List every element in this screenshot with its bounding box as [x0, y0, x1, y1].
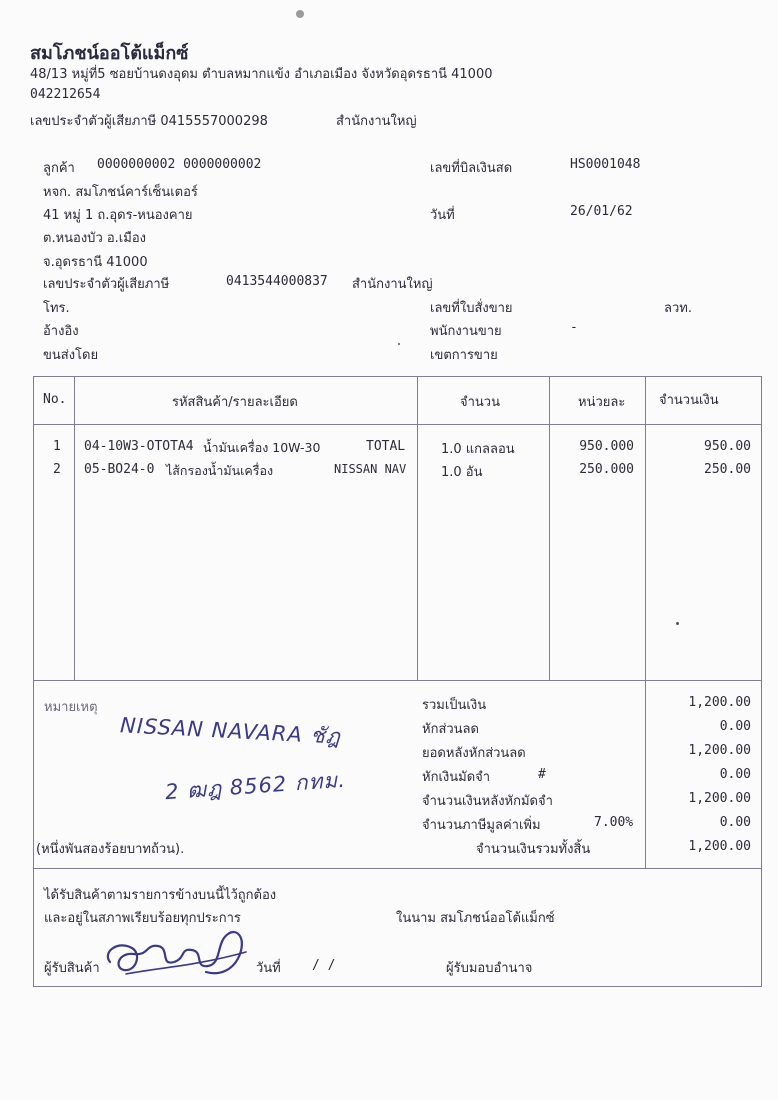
customer-tax-label: เลขประจำตัวผู้เสียภาษี [43, 277, 170, 292]
row-unit-price: 250.000 [579, 462, 634, 477]
footer-bottom-rule [33, 986, 762, 987]
authorized-label: ผู้รับมอบอำนาจ [446, 961, 533, 976]
customer-address-2: ต.หนองบัว อ.เมือง [43, 231, 146, 246]
company-name: สมโภชน์ออโต้แม็กซ์ [30, 43, 189, 64]
table-left-border [33, 376, 34, 986]
customer-tax-id: 0413544000837 [226, 274, 328, 289]
customer-address-1: 41 หมู่ 1 ถ.อุดร-หนองคาย [43, 208, 193, 223]
deposit-label: หักเงินมัดจำ [422, 770, 491, 785]
discount-label: หักส่วนลด [422, 722, 479, 737]
vat-value: 0.00 [719, 815, 751, 830]
row-description: ไส้กรองน้ำมันเครื่อง [166, 463, 274, 478]
totals-bottom-rule [33, 868, 762, 869]
bill-no-label: เลขที่บิลเงินสด [430, 161, 513, 176]
handwritten-plate: 2 ฒฎ 8562 กทม. [164, 767, 347, 805]
col-divider-price [645, 376, 646, 868]
vat-rate: 7.00% [594, 815, 634, 830]
after-deposit-label: จำนวนเงินหลังหักมัดจำ [422, 794, 553, 809]
receiver-date-label: วันที่ [256, 961, 281, 976]
customer-name: หจก. สมโภชน์คาร์เซ็นเตอร์ [43, 185, 198, 200]
company-address: 48/13 หมู่ที่5 ซอยบ้านดงอุดม ตำบลหมากแข้ง อำเภอเมือง จังหวัดอุดรธานี 41000 [30, 67, 493, 82]
table-body-bottom-rule [33, 680, 762, 681]
customer-branch: สำนักงานใหญ่ [352, 277, 433, 292]
received-statement-1: ได้รับสินค้าตามรายการข้างบนนี้ไว้ถูกต้อง [44, 888, 277, 903]
row-description: น้ำมันเครื่อง 10W-30 [203, 440, 321, 455]
subtotal-label: รวมเป็นเงิน [422, 698, 487, 713]
row-amount: 250.00 [704, 462, 751, 477]
col-divider-qty [549, 376, 550, 680]
remarks-label: หมายเหตุ [44, 700, 98, 715]
after-discount-value: 1,200.00 [688, 743, 751, 758]
order-no-label: เลขที่ใบสั่งขาย [430, 301, 513, 316]
row-no: 1 [53, 439, 61, 454]
bill-date: 26/01/62 [570, 204, 633, 219]
row-code: 05-BO24-0 [84, 462, 155, 477]
table-top-rule [33, 376, 762, 377]
scan-speck [296, 10, 304, 18]
col-divider-no [74, 376, 75, 680]
after-deposit-value: 1,200.00 [688, 791, 751, 806]
row-brand: TOTAL [366, 439, 406, 454]
customer-ref-label: อ้างอิง [43, 324, 79, 339]
customer-ship-label: ขนส่งโดย [43, 348, 99, 363]
row-quantity: 1.0 อัน [441, 465, 483, 480]
bill-no: HS0001048 [570, 157, 641, 172]
customer-address-3: จ.อุดรธานี 41000 [43, 255, 148, 270]
deposit-hash: # [538, 767, 546, 782]
customer-label: ลูกค้า [43, 161, 75, 176]
salesman-label: พนักงานขาย [430, 324, 502, 339]
row-no: 2 [53, 462, 61, 477]
vat-label: จำนวนภาษีมูลค่าเพิ่ม [422, 818, 541, 833]
after-discount-label: ยอดหลังหักส่วนลด [422, 746, 526, 761]
received-statement-2: และอยู่ในสภาพเรียบร้อยทุกประการ [44, 911, 241, 926]
header-amount: จำนวนเงิน [659, 393, 719, 408]
header-no: No. [43, 392, 67, 407]
row-brand: NISSAN NAV [334, 462, 407, 476]
row-unit-price: 950.000 [579, 439, 634, 454]
customer-code: 0000000002 0000000002 [97, 157, 262, 172]
row-code: 04-10W3-OTOTA4 [84, 439, 194, 454]
header-quantity: จำนวน [460, 395, 500, 410]
customer-phone-label: โทร. [43, 301, 70, 316]
sales-area-label: เขตการขาย [430, 348, 498, 363]
discount-value: 0.00 [719, 719, 751, 734]
row-amount: 950.00 [704, 439, 751, 454]
row-quantity: 1.0 แกลลอน [441, 442, 515, 457]
amount-in-words: (หนึ่งพันสองร้อยบาทถ้วน). [36, 842, 185, 857]
company-branch: สำนักงานใหญ่ [336, 114, 417, 129]
bill-date-label: วันที่ [430, 208, 455, 223]
receiver-label: ผู้รับสินค้า [44, 961, 100, 976]
col-divider-desc [417, 376, 418, 680]
salesman-value: - [570, 320, 578, 335]
on-behalf-of: ในนาม สมโภชน์ออโต้แม็กซ์ [396, 911, 555, 926]
grand-total-label: จำนวนเงินรวมทั้งสิ้น [476, 842, 591, 857]
subtotal-value: 1,200.00 [688, 695, 751, 710]
scan-speck [676, 622, 679, 625]
header-description: รหัสสินค้า/รายละเอียด [172, 395, 298, 410]
handwritten-vehicle: NISSAN NAVARA ชัฎ [119, 713, 342, 749]
scan-speck [398, 343, 400, 345]
company-tax-id: เลขประจำตัวผู้เสียภาษี 0415557000298 [30, 114, 268, 129]
header-unit-price: หน่วยละ [578, 395, 626, 410]
deposit-value: 0.00 [719, 767, 751, 782]
order-no-value: ลวท. [664, 301, 692, 316]
grand-total-value: 1,200.00 [688, 839, 751, 854]
receiver-signature [96, 922, 256, 984]
table-header-rule [33, 424, 762, 425]
receiver-date-slashes: / / [312, 958, 336, 973]
table-right-border [761, 376, 762, 986]
company-phone: 042212654 [30, 87, 101, 102]
